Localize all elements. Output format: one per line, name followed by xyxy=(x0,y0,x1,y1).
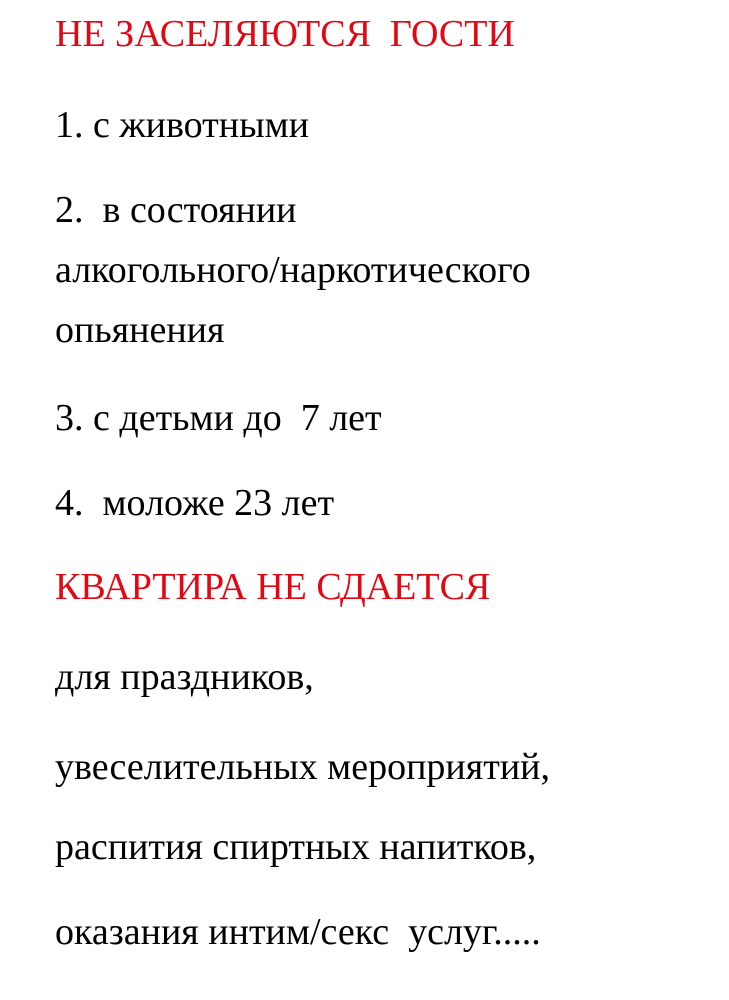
rule-item-2-line-2: алкогольного/наркотического xyxy=(55,249,531,291)
rule-item-1: 1. с животными xyxy=(55,104,309,146)
section2-heading: КВАРТИРА НЕ СДАЕТСЯ xyxy=(55,566,491,608)
restriction-line-1: для праздников, xyxy=(55,656,314,698)
rule-item-2-line-3: опьянения xyxy=(55,309,225,351)
section1-heading: НЕ ЗАСЕЛЯЮТСЯ ГОСТИ xyxy=(55,13,515,55)
restriction-line-3: распития спиртных напитков, xyxy=(55,826,537,868)
restriction-line-4: оказания интим/секс услуг..... xyxy=(55,911,541,953)
restriction-line-2: увеселительных мероприятий, xyxy=(55,746,551,788)
rule-item-3: 3. с детьми до 7 лет xyxy=(55,397,382,439)
rule-item-4: 4. моложе 23 лет xyxy=(55,482,335,524)
rule-item-2-line-1: 2. в состоянии xyxy=(55,189,297,231)
